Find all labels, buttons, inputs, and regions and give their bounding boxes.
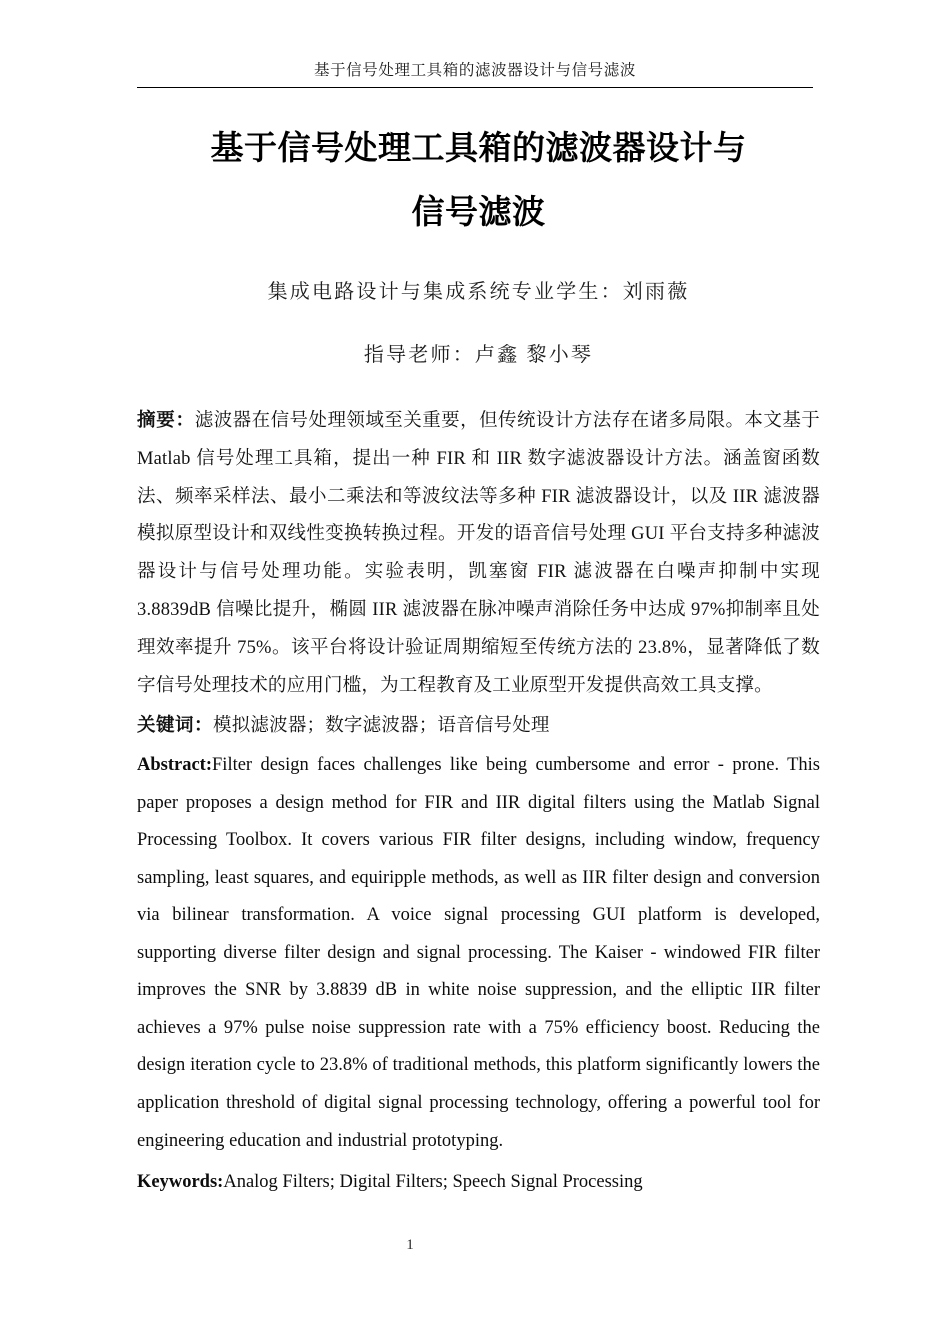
english-abstract-body: Filter design faces challenges like being cumbersome and error - prone. This paper proposes a design method for FIR and IIR digital filters using the Matlab Signal Processing Toolbox. It covers various FIR filter designs, including window, frequency sampling, least squares, and equiripple methods, as well as IIR filter design and conversion via bilinear transformation. A voice signal processing GUI platform is developed, supporting diverse filter design and signal processing. The Kaiser - windowed FIR filter improves the SNR by 3.8839 dB in white noise suppression, and the elliptic IIR filter achieves a 97% pulse noise suppression rate with a 75% efficiency boost. Reducing the design iteration cycle to 23.8% of traditional methods, this platform significantly lowers the application threshold of digital signal processing technology, offering a powerful tool for engineering education and industrial prototyping. <box>137 755 820 1151</box>
page-title <box>137 112 820 245</box>
chinese-keywords-label: 关键词： <box>137 716 214 737</box>
advisor-byline: 指导老师：卢鑫 黎小琴 <box>363 343 594 366</box>
footer-page-number: 1 <box>406 1237 414 1253</box>
chinese-abstract-body: 滤波器在信号处理领域至关重要，但传统设计方法存在诸多局限。本文基于 Matlab 信号处理工具箱，提出一种 FIR 和 IIR 数字滤波器设计方法。涵盖窗函数法、频率采样法、最小二乘法和等波纹法等多种 FIR 滤波器设计，以及 IIR 滤波器模拟原型设计和双线性变换转换过程。开发的语音信号处理 GUI 平台支持多种滤波器设计与信号处理功能。实验表明，凯塞窗 FIR 滤波器在白噪声抑制中实现 3.8839dB 信噪比提升，椭圆 IIR 滤波器在脉冲噪声消除任务中达成 97%抑制率且处理效率提升 75%。该平台将设计验证周期缩短至传统方法的 23.8%，显著降低了数字信号处理技术的应用门槛，为工程教育及工业原型开发提供高效工具支撑。 <box>137 410 820 697</box>
chinese-keywords-body: 模拟滤波器；数字滤波器；语音信号处理 <box>213 716 550 737</box>
english-abstract-block <box>137 747 820 1201</box>
page-content <box>137 112 820 1201</box>
running-header-title: 基于信号处理工具箱的滤波器设计与信号滤波 <box>313 62 636 79</box>
chinese-abstract-block <box>137 403 820 745</box>
student-byline: 集成电路设计与集成系统专业学生：刘雨薇 <box>267 280 690 303</box>
english-abstract-paragraph <box>137 747 820 1160</box>
header-divider-rule <box>137 87 813 88</box>
page-title-line-2: 信号滤波 <box>411 192 546 232</box>
running-header <box>137 62 813 88</box>
chinese-abstract-paragraph <box>137 403 820 706</box>
english-keywords-paragraph <box>137 1164 820 1201</box>
chinese-keywords-paragraph <box>137 708 820 745</box>
english-keywords-body: Analog Filters; Digital Filters; Speech Signal Processing <box>223 1172 643 1193</box>
english-abstract-label: Abstract: <box>137 755 213 776</box>
chinese-abstract-label: 摘要： <box>137 410 195 431</box>
page-title-line-1: 基于信号处理工具箱的滤波器设计与 <box>210 128 747 167</box>
english-keywords-label: Keywords: <box>137 1172 224 1193</box>
